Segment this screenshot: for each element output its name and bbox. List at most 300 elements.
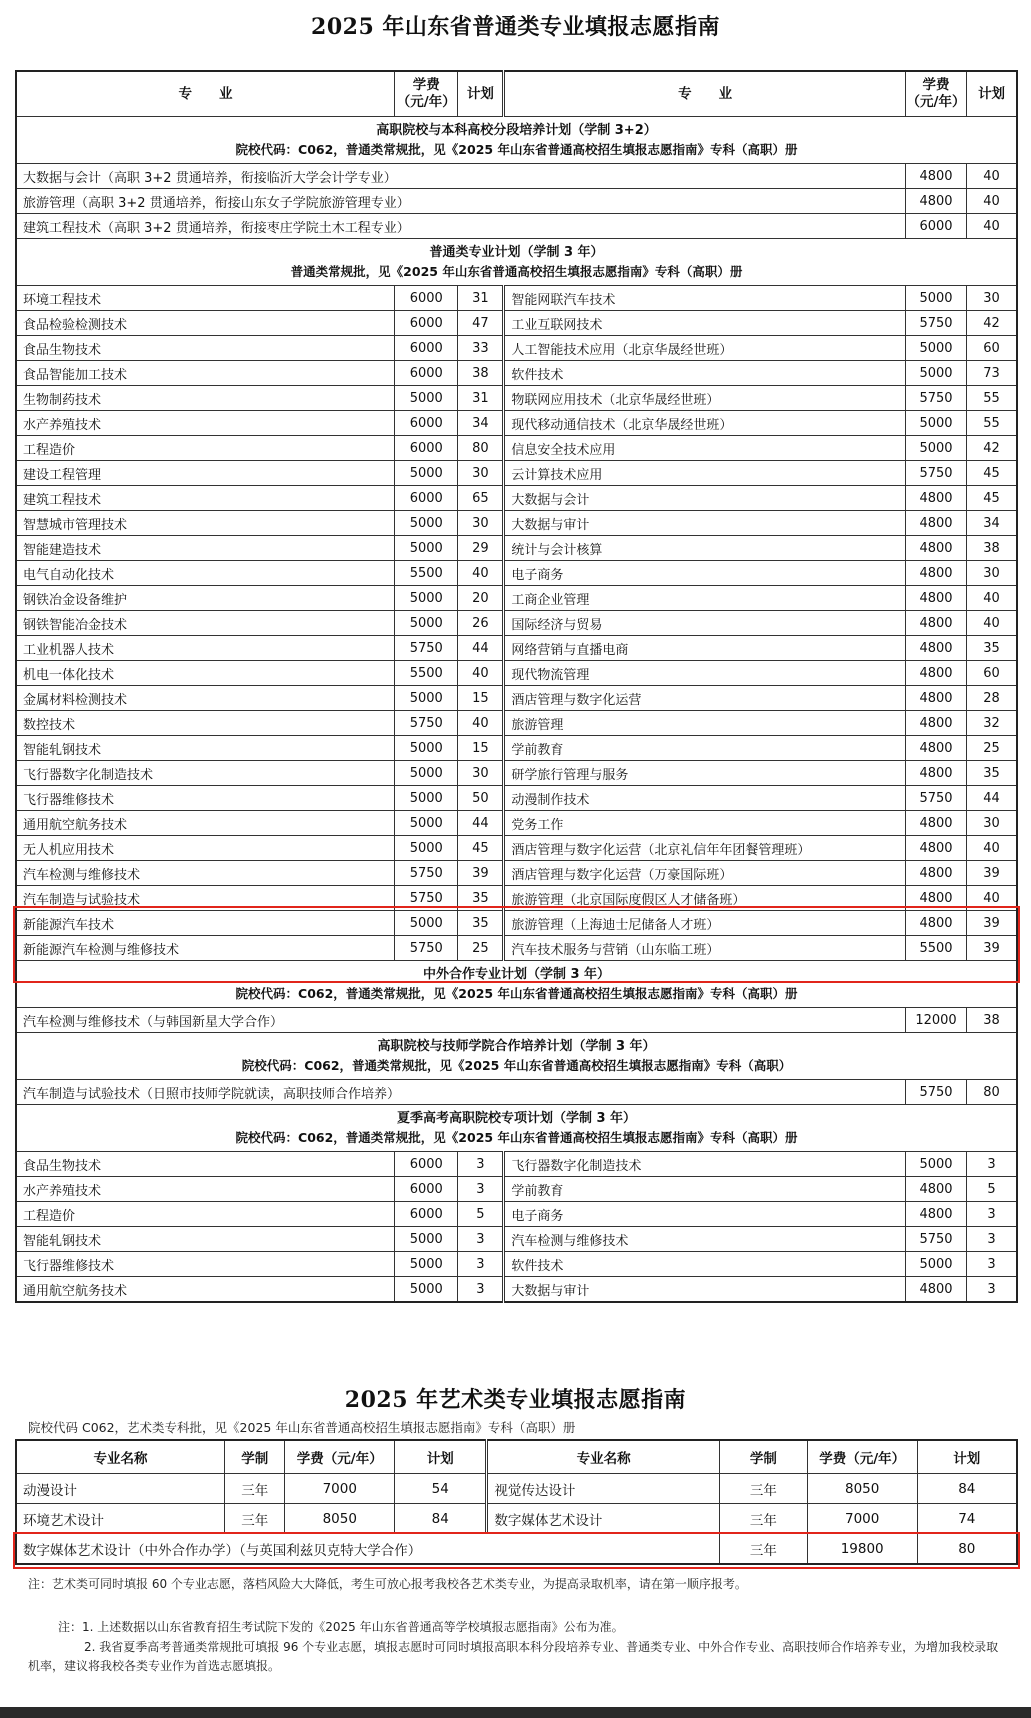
art-plan: 84 [395,1504,487,1534]
major-name: 水产养殖技术 [16,411,395,436]
plan-count: 35 [967,761,1017,786]
tuition-fee: 5750 [395,886,458,911]
major-name: 大数据与会计 [504,486,905,511]
plan-count: 25 [458,936,504,961]
tuition-fee: 4800 [905,711,966,736]
section-subtitle: 院校代码：C062，普通类常规批，见《2025 年山东省普通高校招生填报志愿指南》专科（高职）册 [235,1130,798,1145]
plan-count: 3 [967,1152,1017,1177]
plan-count: 30 [458,511,504,536]
tuition-fee: 4800 [905,911,966,936]
plan-count: 60 [967,661,1017,686]
major-name: 智慧城市管理技术 [16,511,395,536]
table-row [16,511,1017,536]
tuition-fee: 5000 [905,1152,966,1177]
plan-count: 40 [458,661,504,686]
plan-count: 5 [458,1202,504,1227]
major-name: 飞行器维修技术 [16,786,395,811]
plan-count: 38 [458,361,504,386]
major-name: 动漫制作技术 [504,786,905,811]
major-name: 飞行器数字化制造技术 [16,761,395,786]
plan-count: 38 [967,1008,1017,1033]
plan-count: 3 [458,1152,504,1177]
art-row [16,1474,1017,1504]
page-title: 2025 年山东省普通类专业填报志愿指南 [311,14,720,40]
plan-count: 3 [458,1277,504,1303]
table-row [16,936,1017,961]
plan-count: 44 [967,786,1017,811]
major-name: 汽车检测与维修技术（与韩国新星大学合作） [16,1008,905,1033]
art-years: 三年 [720,1534,808,1565]
tuition-fee: 4800 [905,886,966,911]
major-name: 新能源汽车技术 [16,911,395,936]
major-name: 党务工作 [504,811,905,836]
header-plan: 计划 [967,71,1017,117]
tuition-fee: 5000 [395,1252,458,1277]
plan-count: 15 [458,686,504,711]
tuition-fee: 4800 [905,1177,966,1202]
art-major-name: 数字媒体艺术设计 [487,1504,720,1534]
tuition-fee: 5000 [905,361,966,386]
tuition-fee: 4800 [905,661,966,686]
tuition-fee: 5750 [395,636,458,661]
major-name: 酒店管理与数字化运营（北京礼信年年团餐管理班） [504,836,905,861]
major-name: 电气自动化技术 [16,561,395,586]
tuition-fee: 4800 [905,1202,966,1227]
table-row [16,836,1017,861]
major-name: 大数据与会计（高职 3+2 贯通培养，衔接临沂大学会计学专业） [16,164,905,189]
plan-count: 28 [967,686,1017,711]
table-row [16,361,1017,386]
tuition-fee: 5000 [395,786,458,811]
tuition-fee: 5000 [905,1252,966,1277]
major-name: 汽车制造与试验技术 [16,886,395,911]
table-row [16,736,1017,761]
art-major-name: 动漫设计 [16,1474,225,1504]
major-name: 旅游管理（北京国际度假区人才储备班） [504,886,905,911]
table-row [16,214,1017,239]
table-row [16,661,1017,686]
major-name: 数控技术 [16,711,395,736]
plan-count: 44 [458,811,504,836]
plan-count: 45 [967,461,1017,486]
plan-count: 35 [458,911,504,936]
section-title [16,1033,1017,1080]
tuition-fee: 5500 [395,661,458,686]
tuition-fee: 5000 [395,386,458,411]
major-name: 建设工程管理 [16,461,395,486]
major-name: 智能轧钢技术 [16,1227,395,1252]
plan-count: 39 [967,911,1017,936]
table-row [16,1152,1017,1177]
art-fee: 8050 [285,1504,395,1534]
art-header-plan: 计划 [395,1440,487,1474]
section-title [16,239,1017,286]
tuition-fee: 5750 [905,386,966,411]
tuition-fee: 6000 [395,361,458,386]
plan-count: 47 [458,311,504,336]
table-row [16,686,1017,711]
plan-count: 33 [458,336,504,361]
major-name: 建筑工程技术 [16,486,395,511]
plan-count: 40 [967,164,1017,189]
major-name: 机电一体化技术 [16,661,395,686]
table-row [16,386,1017,411]
tuition-fee: 5000 [395,736,458,761]
plan-count: 40 [458,561,504,586]
art-plan: 54 [395,1474,487,1504]
plan-count: 34 [458,411,504,436]
major-name: 飞行器数字化制造技术 [504,1152,905,1177]
tuition-fee: 5750 [905,1227,966,1252]
tuition-fee: 5750 [395,936,458,961]
major-name: 食品生物技术 [16,336,395,361]
table-row [16,311,1017,336]
plan-count: 42 [967,436,1017,461]
major-name: 云计算技术应用 [504,461,905,486]
header-major: 专 业 [16,71,395,117]
table-row [16,711,1017,736]
major-name: 现代物流管理 [504,661,905,686]
plan-count: 39 [967,861,1017,886]
major-name: 智能网联汽车技术 [504,286,905,311]
table-row [16,286,1017,311]
tuition-fee: 4800 [905,586,966,611]
table-row [16,536,1017,561]
tuition-fee: 6000 [395,1152,458,1177]
major-name: 研学旅行管理与服务 [504,761,905,786]
section-subtitle: 普通类常规批，见《2025 年山东省普通高校招生填报志愿指南》专科（高职）册 [290,264,743,279]
plan-count: 30 [458,761,504,786]
table-row [16,189,1017,214]
art-years: 三年 [225,1504,285,1534]
major-name: 旅游管理（高职 3+2 贯通培养，衔接山东女子学院旅游管理专业） [16,189,905,214]
section-title-text: 夏季高考高职院校专项计划（学制 3 年） [396,1111,637,1126]
major-name: 智能轧钢技术 [16,736,395,761]
plan-count: 30 [967,811,1017,836]
tuition-fee: 4800 [905,486,966,511]
art-row-cooperation [16,1534,1017,1565]
art-header-row [16,1440,1017,1474]
plan-count: 31 [458,386,504,411]
plan-count: 45 [458,836,504,861]
table-row [16,1202,1017,1227]
major-name: 汽车检测与维修技术 [504,1227,905,1252]
art-fee: 7000 [285,1474,395,1504]
section-subtitle: 院校代码：C062，普通类常规批，见《2025 年山东省普通高校招生填报志愿指南》专科（高职）册 [235,142,798,157]
table-row [16,761,1017,786]
section-title [16,117,1017,164]
tuition-fee: 5750 [395,711,458,736]
table-row [16,436,1017,461]
tuition-fee: 4800 [905,761,966,786]
table-row [16,911,1017,936]
tuition-fee: 5750 [905,1080,966,1105]
major-name: 金属材料检测技术 [16,686,395,711]
table-row [16,586,1017,611]
tuition-fee: 6000 [395,436,458,461]
tuition-fee: 4800 [905,1277,966,1303]
section-header [16,1033,1017,1080]
plan-count: 40 [458,711,504,736]
header-fee: 学费 （元/年） [905,71,966,117]
art-years: 三年 [720,1474,808,1504]
art-title: 2025 年艺术类专业填报志愿指南 [344,1387,687,1413]
major-name: 新能源汽车检测与维修技术 [16,936,395,961]
tuition-fee: 4800 [905,736,966,761]
note-2: 2. 我省夏季高考普通类常规批可填报 96 个专业志愿，填报志愿时可同时填报高职本科分段培养专业、普通类专业、中外合作专业、高职技师合作培养专业，为增加我校录取机率，建议将我校各类专业作为首选志愿填报。 [28,1640,999,1673]
plan-count: 32 [967,711,1017,736]
major-table [15,70,1018,1303]
plan-count: 55 [967,411,1017,436]
art-row [16,1504,1017,1534]
tuition-fee: 5000 [395,1277,458,1303]
tuition-fee: 6000 [395,1202,458,1227]
plan-count: 3 [967,1227,1017,1252]
art-note: 院校代码 C062，艺术类专科批，见《2025 年山东省普通高校招生填报志愿指南》专科（高职）册 [28,1420,576,1435]
major-name: 工程造价 [16,436,395,461]
tuition-fee: 5000 [395,586,458,611]
tuition-fee: 5750 [905,786,966,811]
major-name: 网络营销与直播电商 [504,636,905,661]
plan-count: 80 [458,436,504,461]
art-header-plan: 计划 [917,1440,1017,1474]
section-header [16,117,1017,164]
art-major-name: 数字媒体艺术设计（中外合作办学）（与英国利兹贝克特大学合作） [16,1534,720,1565]
table-row [16,811,1017,836]
major-name: 酒店管理与数字化运营（万豪国际班） [504,861,905,886]
major-name: 环境工程技术 [16,286,395,311]
table-row [16,786,1017,811]
plan-count: 73 [967,361,1017,386]
plan-count: 42 [967,311,1017,336]
tuition-fee: 5000 [905,286,966,311]
plan-count: 50 [458,786,504,811]
plan-count: 80 [967,1080,1017,1105]
section-title-text: 高职院校与本科高校分段培养计划（学制 3+2） [376,123,657,138]
section-header [16,961,1017,1008]
major-name: 建筑工程技术（高职 3+2 贯通培养，衔接枣庄学院土木工程专业） [16,214,905,239]
section-title-text: 中外合作专业计划（学制 3 年） [422,967,611,982]
art-fee: 7000 [807,1504,917,1534]
tuition-fee: 5000 [395,611,458,636]
art-header-fee: 学费（元/年） [807,1440,917,1474]
tuition-fee: 4800 [905,611,966,636]
major-name: 智能建造技术 [16,536,395,561]
tuition-fee: 6000 [395,336,458,361]
table-row [16,886,1017,911]
plan-count: 40 [967,586,1017,611]
tuition-fee: 5000 [395,511,458,536]
tuition-fee: 6000 [395,1177,458,1202]
tuition-fee: 5750 [905,311,966,336]
plan-count: 45 [967,486,1017,511]
plan-count: 40 [967,886,1017,911]
major-name: 旅游管理 [504,711,905,736]
table-row [16,461,1017,486]
major-name: 电子商务 [504,1202,905,1227]
plan-count: 44 [458,636,504,661]
major-name: 食品生物技术 [16,1152,395,1177]
tuition-fee: 5000 [395,686,458,711]
major-name: 酒店管理与数字化运营 [504,686,905,711]
art-major-name: 环境艺术设计 [16,1504,225,1534]
table-row [16,1277,1017,1303]
plan-count: 26 [458,611,504,636]
table-row [16,486,1017,511]
major-name: 信息安全技术应用 [504,436,905,461]
art-years: 三年 [225,1474,285,1504]
table-row [16,861,1017,886]
major-name: 工业互联网技术 [504,311,905,336]
major-name: 生物制药技术 [16,386,395,411]
tuition-fee: 12000 [905,1008,966,1033]
plan-count: 29 [458,536,504,561]
plan-count: 3 [967,1277,1017,1303]
art-header-fee: 学费（元/年） [285,1440,395,1474]
art-fee: 8050 [807,1474,917,1504]
table-row [16,1252,1017,1277]
plan-count: 35 [967,636,1017,661]
plan-count: 35 [458,886,504,911]
plan-count: 15 [458,736,504,761]
art-table [15,1439,1018,1565]
art-header-years: 学制 [720,1440,808,1474]
plan-count: 34 [967,511,1017,536]
tuition-fee: 5000 [395,536,458,561]
tuition-fee: 5500 [905,936,966,961]
plan-count: 40 [967,836,1017,861]
plan-count: 3 [458,1227,504,1252]
header-plan: 计划 [458,71,504,117]
art-header-name: 专业名称 [487,1440,720,1474]
note-1: 注：1. 上述数据以山东省教育招生考试院下发的《2025 年山东省普通高等学校填报志愿指南》公布为准。 [58,1620,624,1634]
major-name: 软件技术 [504,361,905,386]
art-plan: 74 [917,1504,1017,1534]
table-row [16,336,1017,361]
plan-count: 39 [458,861,504,886]
major-name: 工程造价 [16,1202,395,1227]
tuition-fee: 6000 [395,311,458,336]
plan-count: 5 [967,1177,1017,1202]
art-major-name: 视觉传达设计 [487,1474,720,1504]
tuition-fee: 5000 [395,1227,458,1252]
tuition-fee: 4800 [905,811,966,836]
art-header-years: 学制 [225,1440,285,1474]
major-name: 食品智能加工技术 [16,361,395,386]
plan-count: 38 [967,536,1017,561]
tuition-fee: 5000 [905,436,966,461]
major-name: 电子商务 [504,561,905,586]
art-fee: 19800 [807,1534,917,1565]
plan-count: 3 [967,1252,1017,1277]
plan-count: 39 [967,936,1017,961]
header-major: 专 业 [504,71,905,117]
plan-count: 25 [967,736,1017,761]
plan-count: 40 [967,189,1017,214]
tuition-fee: 5000 [905,336,966,361]
major-name: 工商企业管理 [504,586,905,611]
tuition-fee: 5000 [395,911,458,936]
major-name: 通用航空航务技术 [16,1277,395,1303]
major-name: 物联网应用技术（北京华晟经世班） [504,386,905,411]
table-header-row [16,71,1017,117]
section-header [16,1105,1017,1152]
section-title-text: 普通类专业计划（学制 3 年） [429,245,604,260]
major-name: 食品检验检测技术 [16,311,395,336]
plan-count: 65 [458,486,504,511]
tuition-fee: 5000 [905,411,966,436]
tuition-fee: 6000 [395,286,458,311]
table-row [16,1008,1017,1033]
table-row [16,1227,1017,1252]
section-title-text: 高职院校与技师学院合作培养计划（学制 3 年） [377,1039,656,1054]
tuition-fee: 5750 [395,861,458,886]
tuition-fee: 5000 [395,761,458,786]
section-subtitle: 院校代码：C062，普通类常规批，见《2025 年山东省普通高校招生填报志愿指南》专科（高职） [241,1058,792,1073]
bottom-bar [0,1707,1031,1718]
plan-count: 3 [458,1252,504,1277]
major-name: 现代移动通信技术（北京华晟经世班） [504,411,905,436]
tuition-fee: 4800 [905,561,966,586]
plan-count: 30 [458,461,504,486]
major-name: 工业机器人技术 [16,636,395,661]
section-subtitle: 院校代码：C062，普通类常规批，见《2025 年山东省普通高校招生填报志愿指南》专科（高职）册 [235,986,798,1001]
tuition-fee: 5000 [395,811,458,836]
section-header [16,239,1017,286]
tuition-fee: 5000 [395,836,458,861]
major-name: 钢铁冶金设备维护 [16,586,395,611]
section-title [16,961,1017,1008]
major-name: 通用航空航务技术 [16,811,395,836]
major-name: 汽车技术服务与营销（山东临工班） [504,936,905,961]
section-title [16,1105,1017,1152]
art-footnote: 注：艺术类可同时填报 60 个专业志愿，落档风险大大降低，考生可放心报考我校各艺术类专业，为提高录取机率，请在第一顺序报考。 [28,1577,747,1591]
table-row [16,411,1017,436]
major-name: 统计与会计核算 [504,536,905,561]
table-row [16,636,1017,661]
art-header-name: 专业名称 [16,1440,225,1474]
major-name: 旅游管理（上海迪士尼储备人才班） [504,911,905,936]
major-name: 水产养殖技术 [16,1177,395,1202]
plan-count: 55 [967,386,1017,411]
major-name: 飞行器维修技术 [16,1252,395,1277]
plan-count: 3 [967,1202,1017,1227]
tuition-fee: 5000 [395,461,458,486]
plan-count: 3 [458,1177,504,1202]
tuition-fee: 5750 [905,461,966,486]
tuition-fee: 4800 [905,636,966,661]
table-row [16,561,1017,586]
major-name: 人工智能技术应用（北京华晟经世班） [504,336,905,361]
major-name: 无人机应用技术 [16,836,395,861]
plan-count: 40 [967,214,1017,239]
major-name: 钢铁智能冶金技术 [16,611,395,636]
tuition-fee: 6000 [395,486,458,511]
header-fee: 学费 （元/年） [395,71,458,117]
major-name: 国际经济与贸易 [504,611,905,636]
major-name: 汽车制造与试验技术（日照市技师学院就读，高职技师合作培养） [16,1080,905,1105]
plan-count: 60 [967,336,1017,361]
tuition-fee: 4800 [905,511,966,536]
tuition-fee: 4800 [905,189,966,214]
major-name: 学前教育 [504,736,905,761]
table-row [16,1080,1017,1105]
plan-count: 31 [458,286,504,311]
major-name: 学前教育 [504,1177,905,1202]
table-row [16,164,1017,189]
plan-count: 30 [967,561,1017,586]
major-name: 软件技术 [504,1252,905,1277]
